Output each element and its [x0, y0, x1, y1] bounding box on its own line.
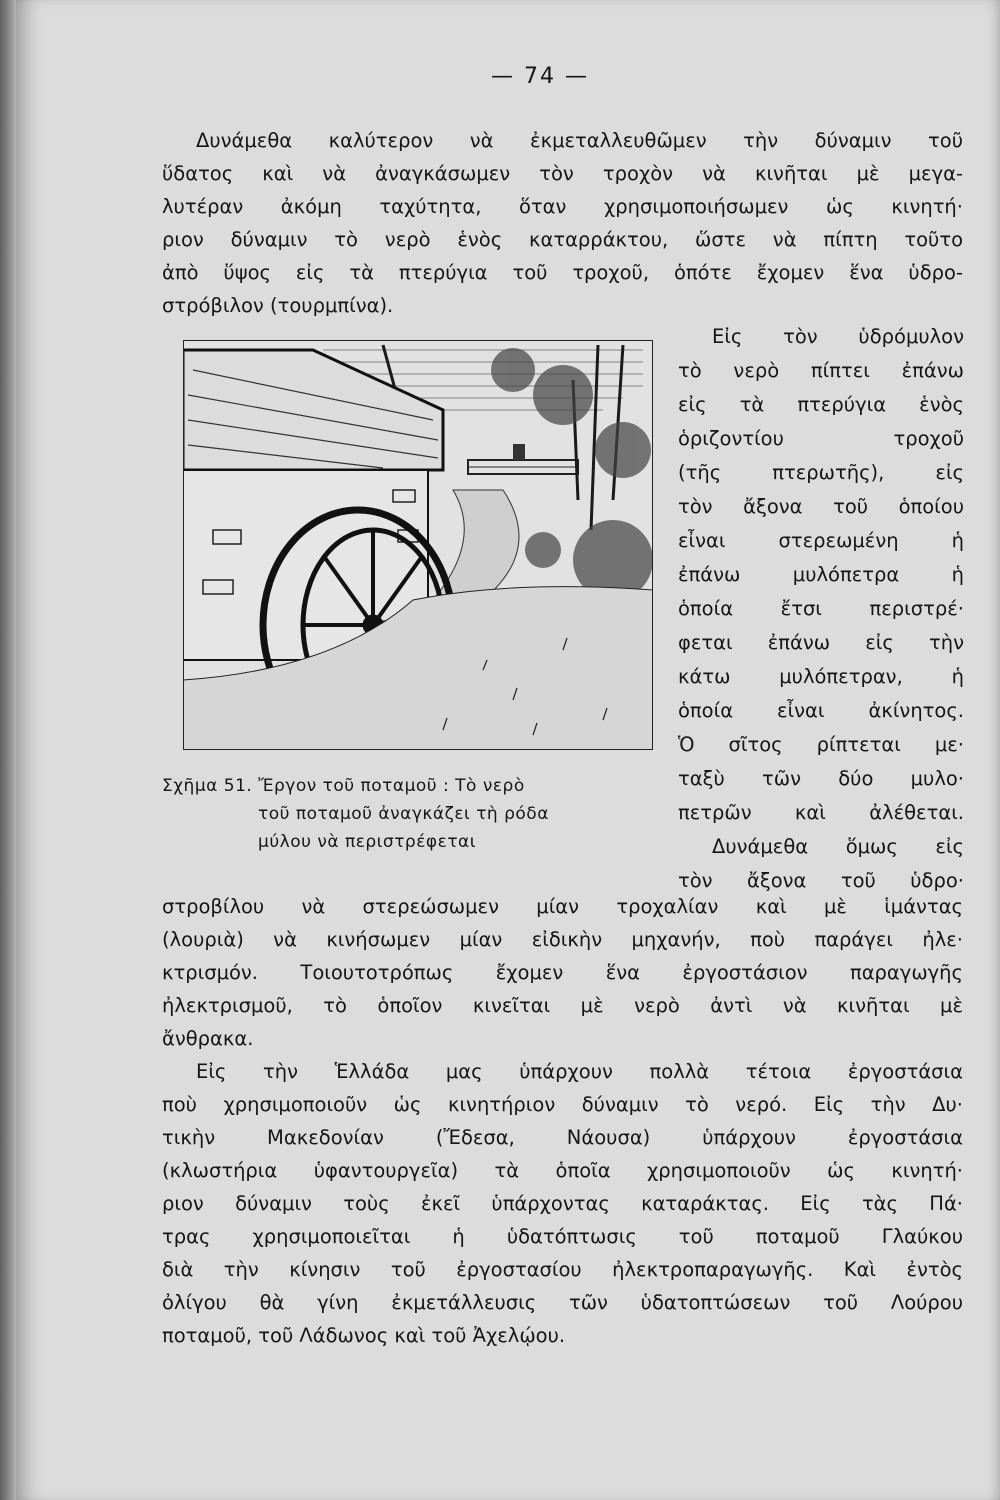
text-line: ὕδατος καὶ νὰ ἀναγκάσωμεν τὸν τροχὸν νὰ κινῆται μὲ μεγα-	[162, 162, 963, 185]
text-line: ἀπὸ ὕψος εἰς τὰ πτερύγια τοῦ τροχοῦ, ὁπότε ἔχομεν ἕνα ὑδρο-	[162, 261, 963, 284]
text-line: ποὺ χρησιμοποιοῦν ὡς κινητήριον δύναμιν τὸ νερό. Εἰς τὴν Δυ·	[162, 1093, 963, 1116]
text-line: ὁποία ἔτσι περιστρέ·	[678, 597, 964, 620]
text-line: ποταμοῦ, τοῦ Λάδωνος καὶ τοῦ Ἀχελῴου.	[162, 1324, 566, 1347]
text-line: διὰ τὴν κίνησιν τοῦ ἐργοστασίου ἠλεκτροπαραγωγῆς. Καὶ ἐντὸς	[162, 1258, 963, 1281]
text-line: στροβίλου νὰ στερεώσωμεν μίαν τροχαλίαν καὶ μὲ ἱμάντας	[162, 895, 963, 918]
caption-line: μύλου νὰ περιστρέφεται	[258, 832, 477, 852]
text-line: εἰς τὰ πτερύγια ἑνὸς	[678, 393, 964, 416]
text-line: ἐπάνω μυλόπετρα ἡ	[678, 563, 964, 586]
text-line: ὁριζοντίου τροχοῦ	[678, 427, 964, 450]
text-line: τικὴν Μακεδονίαν (Ἔδεσα, Νάουσα) ὑπάρχουν ἐργοστάσια	[162, 1126, 963, 1149]
text-line: ἄνθρακα.	[162, 1027, 254, 1050]
text-line: Ὁ σῖτος ρίπτεται με·	[678, 733, 964, 756]
watermill-drawing	[183, 340, 653, 750]
watermill-illustration	[183, 340, 653, 750]
book-binding-shadow	[0, 0, 16, 1500]
paragraph-2	[162, 890, 963, 1055]
text-line: τὸν ἄξονα τοῦ ὑδρο·	[678, 869, 964, 892]
text-line: τὸ νερὸ πίπτει ἐπάνω	[678, 359, 964, 382]
paragraph-1	[162, 124, 963, 322]
text-line: ὁποία εἶναι ἀκίνητος.	[678, 699, 964, 722]
text-line: πετρῶν καὶ ἀλέθεται.	[678, 801, 964, 824]
text-line: Δυνάμεθα ὅμως εἰς	[712, 835, 964, 858]
text-line: (λουριὰ) νὰ κινήσωμεν μίαν εἰδικὴν μηχανήν, ποὺ παράγει ἠλε·	[162, 928, 963, 951]
text-line: κάτω μυλόπετραν, ἡ	[678, 665, 964, 688]
text-line: ριον δύναμιν τοὺς ἐκεῖ ὑπάρχοντας καταράκτας. Εἰς τὰς Πά·	[162, 1192, 963, 1215]
figure-caption	[162, 772, 662, 856]
caption-line: τοῦ ποταμοῦ ἀναγκάζει τὴ ρόδα	[258, 804, 549, 824]
paragraph-3	[162, 1055, 963, 1352]
text-line: κτρισμόν. Τοιουτοτρόπως ἔχομεν ἕνα ἐργοστάσιον παραγωγῆς	[162, 961, 963, 984]
text-line: (τῆς πτερωτῆς), εἰς	[678, 461, 964, 484]
text-line: λυτέραν ἀκόμη ταχύτητα, ὅταν χρησιμοποιήσωμεν ὡς κινητή·	[162, 195, 963, 218]
text-line: ἠλεκτρισμοῦ, τὸ ὁποῖον κινεῖται μὲ νερὸ ἀντὶ νὰ κινῆται μὲ	[162, 994, 963, 1017]
text-line: ριον δύναμιν τὸ νερὸ ἑνὸς καταρράκτου, ὥστε νὰ πίπτη τοῦτο	[162, 228, 963, 251]
right-column-text	[678, 320, 964, 898]
text-line: (κλωστήρια ὑφαντουργεῖα) τὰ ὁποῖα χρησιμοποιοῦν ὡς κινητή·	[162, 1159, 963, 1182]
text-line: ὀλίγου θὰ γίνη ἐκμετάλλευσις τῶν ὑδατοπτώσεων τοῦ Λούρου	[162, 1291, 963, 1314]
text-line: τὸν ἄξονα τοῦ ὁποίου	[678, 495, 964, 518]
text-line: εἶναι στερεωμένη ἡ	[678, 529, 964, 552]
text-line: Εἰς τὸν ὑδρόμυλον	[712, 325, 964, 348]
text-line: στρόβιλον (τουρμπίνα).	[162, 294, 394, 317]
caption-line: Σχῆμα 51. Ἔργον τοῦ ποταμοῦ : Τὸ νερὸ	[162, 776, 525, 796]
text-line: ταξὺ τῶν δύο μυλο·	[678, 767, 964, 790]
text-line: Εἰς τὴν Ἑλλάδα μας ὑπάρχουν πολλὰ τέτοια ἐργοστάσια	[196, 1060, 963, 1083]
text-line: τρας χρησιμοποιεῖται ἡ ὑδατόπτωσις τοῦ ποταμοῦ Γλαύκου	[162, 1225, 963, 1248]
text-line: Δυνάμεθα καλύτερον νὰ ἐκμεταλλευθῶμεν τὴν δύναμιν τοῦ	[196, 129, 963, 152]
text-line: φεται ἐπάνω εἰς τὴν	[678, 631, 964, 654]
page-number: — 74 —	[491, 64, 589, 89]
